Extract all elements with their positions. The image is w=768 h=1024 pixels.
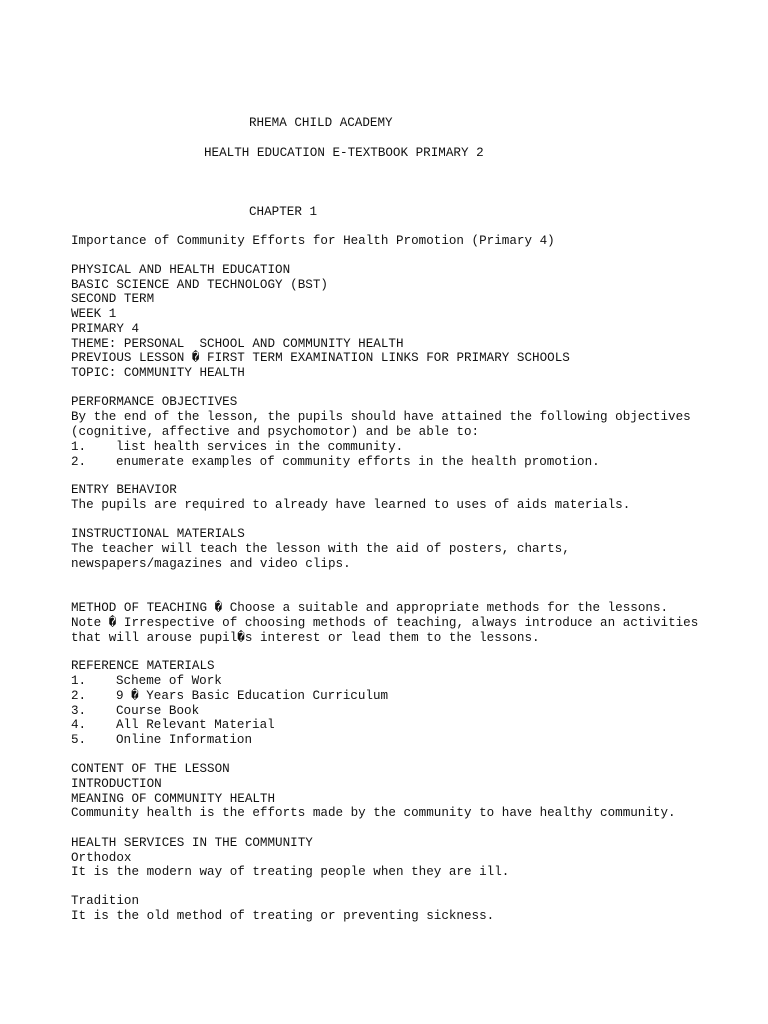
method-text: Note � Irrespective of choosing methods of teaching, always introduce an activities xyxy=(71,615,699,630)
materials-text: newspapers/magazines and video clips. xyxy=(71,556,351,571)
tradition-text: It is the old method of treating or preventing sickness. xyxy=(71,909,495,923)
lesson-title: Importance of Community Efforts for Health Promotion (Primary 4) xyxy=(71,234,555,248)
list-number: 4. xyxy=(71,718,87,732)
list-number: 2. xyxy=(71,454,87,469)
list-text: list health services in the community. xyxy=(116,439,404,454)
objectives-heading: PERFORMANCE OBJECTIVES xyxy=(71,395,238,409)
entry-text: The pupils are required to already have learned to uses of aids materials. xyxy=(71,498,631,512)
list-number: 1. xyxy=(71,674,87,688)
method-text: METHOD OF TEACHING � Choose a suitable and appropriate methods for the lessons. xyxy=(71,601,669,615)
materials-heading: INSTRUCTIONAL MATERIALS xyxy=(71,527,245,541)
reference-item xyxy=(71,689,388,704)
introduction-heading: INTRODUCTION xyxy=(71,777,162,791)
list-number: 3. xyxy=(71,703,87,718)
tradition-heading: Tradition xyxy=(71,894,140,908)
orthodox-heading: Orthodox xyxy=(71,850,132,865)
chapter-heading: CHAPTER 1 xyxy=(249,205,318,219)
objective-item xyxy=(71,440,403,455)
reference-item xyxy=(71,718,275,733)
meta-line: PHYSICAL AND HEALTH EDUCATION xyxy=(71,263,291,277)
objectives-intro: (cognitive, affective and psychomotor) and be able to: xyxy=(71,424,480,439)
meta-line: WEEK 1 xyxy=(71,307,117,322)
references-heading: REFERENCE MATERIALS xyxy=(71,659,215,673)
meta-line: SECOND TERM xyxy=(71,292,155,307)
objectives-intro: By the end of the lesson, the pupils should have attained the following objectives xyxy=(71,410,691,424)
book-title: HEALTH EDUCATION E-TEXTBOOK PRIMARY 2 xyxy=(204,146,484,160)
orthodox-text: It is the modern way of treating people when they are ill. xyxy=(71,865,510,879)
list-number: 1. xyxy=(71,439,87,454)
meaning-text: Community health is the efforts made by the community to have healthy community. xyxy=(71,806,676,820)
list-text: Scheme of Work xyxy=(116,674,222,688)
reference-item xyxy=(71,674,222,689)
meta-line: PRIMARY 4 xyxy=(71,321,140,336)
content-heading: CONTENT OF THE LESSON xyxy=(71,762,230,776)
list-number: 5. xyxy=(71,732,87,747)
list-text: Online Information xyxy=(116,732,253,747)
materials-text: The teacher will teach the lesson with the aid of posters, charts, xyxy=(71,542,570,556)
list-text: All Relevant Material xyxy=(116,718,275,732)
objective-item xyxy=(71,455,600,470)
meaning-heading: MEANING OF COMMUNITY HEALTH xyxy=(71,791,276,806)
services-heading: HEALTH SERVICES IN THE COMMUNITY xyxy=(71,835,313,850)
meta-line: TOPIC: COMMUNITY HEALTH xyxy=(71,366,245,380)
reference-item xyxy=(71,733,252,748)
meta-line: PREVIOUS LESSON � FIRST TERM EXAMINATION LINKS FOR PRIMARY SCHOOLS xyxy=(71,351,570,366)
list-number: 2. xyxy=(71,688,87,703)
meta-line: THEME: PERSONAL SCHOOL AND COMMUNITY HEALTH xyxy=(71,336,404,351)
list-text: 9 � Years Basic Education Curriculum xyxy=(116,688,389,703)
entry-heading: ENTRY BEHAVIOR xyxy=(71,483,177,497)
reference-item xyxy=(71,704,199,719)
meta-line: BASIC SCIENCE AND TECHNOLOGY (BST) xyxy=(71,277,328,292)
list-text: enumerate examples of community efforts in the health promotion. xyxy=(116,454,600,469)
list-text: Course Book xyxy=(116,703,200,718)
school-name: RHEMA CHILD ACADEMY xyxy=(249,116,393,130)
method-text: that will arouse pupil�s interest or lead them to the lessons. xyxy=(71,630,540,645)
